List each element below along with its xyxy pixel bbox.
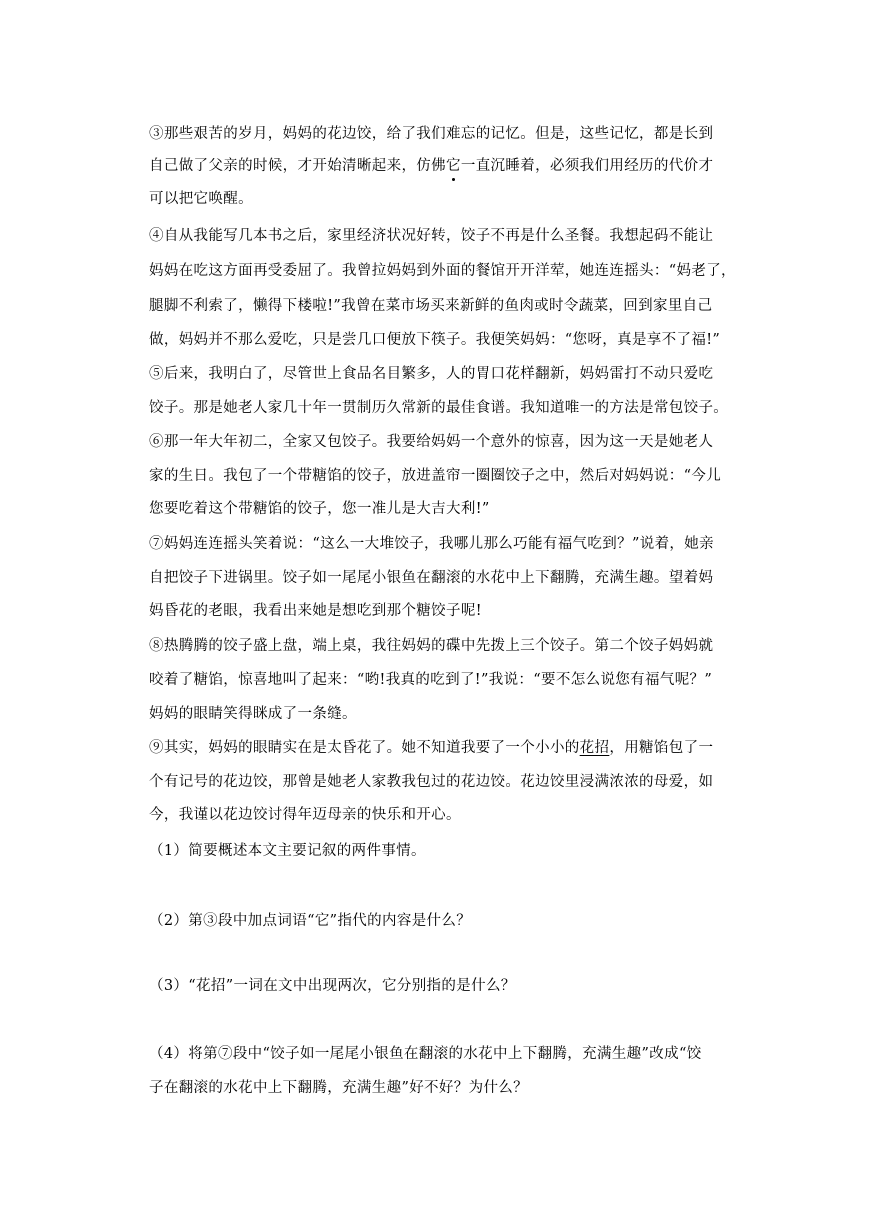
paragraph-3-line-1: ③那些艰苦的岁月，妈妈的花边饺，给了我们难忘的记忆。但是，这些记忆，都是长到: [149, 126, 714, 142]
question-4-line-2: 子在翻滚的水花中上下翻腾，充满生趣”好不好？为什么？: [149, 1080, 529, 1096]
paragraph-6-line-2: 家的生日。我包了一个带糖馅的饺子，放进盖帘一圈圈饺子之中，然后对妈妈说：“今儿: [149, 468, 722, 484]
paragraph-3-line-3: 可以把它唤醒。: [149, 191, 253, 207]
paragraph-4-line-4: 做，妈妈并不那么爱吃，只是尝几口便放下筷子。我便笑妈妈：“您呀，真是享不了福!”: [149, 332, 721, 348]
question-3: （3）“花招”一词在文中出现两次，它分别指的是什么？: [149, 978, 516, 994]
underlined-word-huazhao: 花招: [579, 740, 610, 756]
paragraph-9-line-2: 个有记号的花边饺，那曾是她老人家教我包过的花边饺。花边饺里浸满浓浓的母爱，如: [149, 774, 714, 790]
paragraph-3-line-2: [149, 157, 713, 175]
paragraph-4-line-1: ④自从我能写几本书之后，家里经济状况好转，饺子不再是什么圣餐。我想起码不能让: [149, 228, 714, 244]
paragraph-6-line-1: ⑥那一年大年初二，全家又包饺子。我要给妈妈一个意外的惊喜，因为这一天是她老人: [149, 434, 714, 450]
paragraph-9-line-3: 今，我谨以花边饺讨得年迈母亲的快乐和开心。: [149, 807, 461, 823]
paragraph-9-text-after-underline: ，用糖馅包了一: [609, 740, 714, 756]
paragraph-9-text-before-underline: ⑨其实，妈妈的眼睛实在是太昏花了。她不知道我要了一个小小的: [149, 740, 580, 756]
paragraph-5-line-1: ⑤后来，我明白了，尽管世上食品名目繁多，人的胃口花样翻新，妈妈雷打不动只爱吃: [149, 366, 714, 382]
paragraph-3-text-before-dotted: 自己做了父亲的时候，才开始清晰起来，仿佛: [149, 158, 446, 174]
paragraph-8-line-3: 妈妈的眼睛笑得眯成了一条缝。: [149, 706, 357, 722]
dotted-word-ta: 它: [446, 158, 461, 174]
paragraph-7-line-3: 妈昏花的老眼，我看出来她是想吃到那个糖饺子呢!: [149, 603, 482, 619]
paragraph-4-line-2: 妈妈在吃这方面再受委屈了。我曾拉妈妈到外面的餐馆开开洋荤，她连连摇头：“妈老了，: [149, 263, 736, 279]
paragraph-3-text-after-dotted: 一直沉睡着，必须我们用经历的代价才: [460, 158, 714, 174]
paragraph-8-line-2: 咬着了糖馅，惊喜地叫了起来：“哟!我真的吃到了!”我说：“要不怎么说您有福气呢？”: [149, 672, 713, 688]
paragraph-8-line-1: ⑧热腾腾的饺子盛上盘，端上桌，我往妈妈的碟中先拨上三个饺子。第二个饺子妈妈就: [149, 638, 714, 654]
paragraph-7-line-2: 自把饺子下进锅里。饺子如一尾尾小银鱼在翻滚的水花中上下翻腾，充满生趣。望着妈: [149, 570, 714, 586]
question-2: （2）第③段中加点词语“它”指代的内容是什么？: [149, 913, 472, 929]
paragraph-5-line-2: 饺子。那是她老人家几十年一贯制历久常新的最佳食谱。我知道唯一的方法是常包饺子。: [149, 400, 729, 416]
paragraph-7-line-1: ⑦妈妈连连摇头笑着说：“这么一大堆饺子，我哪儿那么巧能有福气吃到？”说着，她亲: [149, 536, 714, 552]
paragraph-4-line-3: 腿脚不利索了，懒得下楼啦!”我曾在菜市场买来新鲜的鱼肉或时令蔬菜，回到家里自己: [149, 298, 713, 314]
question-4-line-1: （4）将第⑦段中“饺子如一尾尾小银鱼在翻滚的水花中上下翻腾，充满生趣”改成“饺: [149, 1046, 702, 1062]
question-1: （1）简要概述本文主要记叙的两件事情。: [149, 843, 426, 859]
paragraph-6-line-3: 您要吃着这个带糖馅的饺子，您一准儿是大吉大利!”: [149, 501, 490, 517]
paragraph-9-line-1: [149, 739, 713, 757]
